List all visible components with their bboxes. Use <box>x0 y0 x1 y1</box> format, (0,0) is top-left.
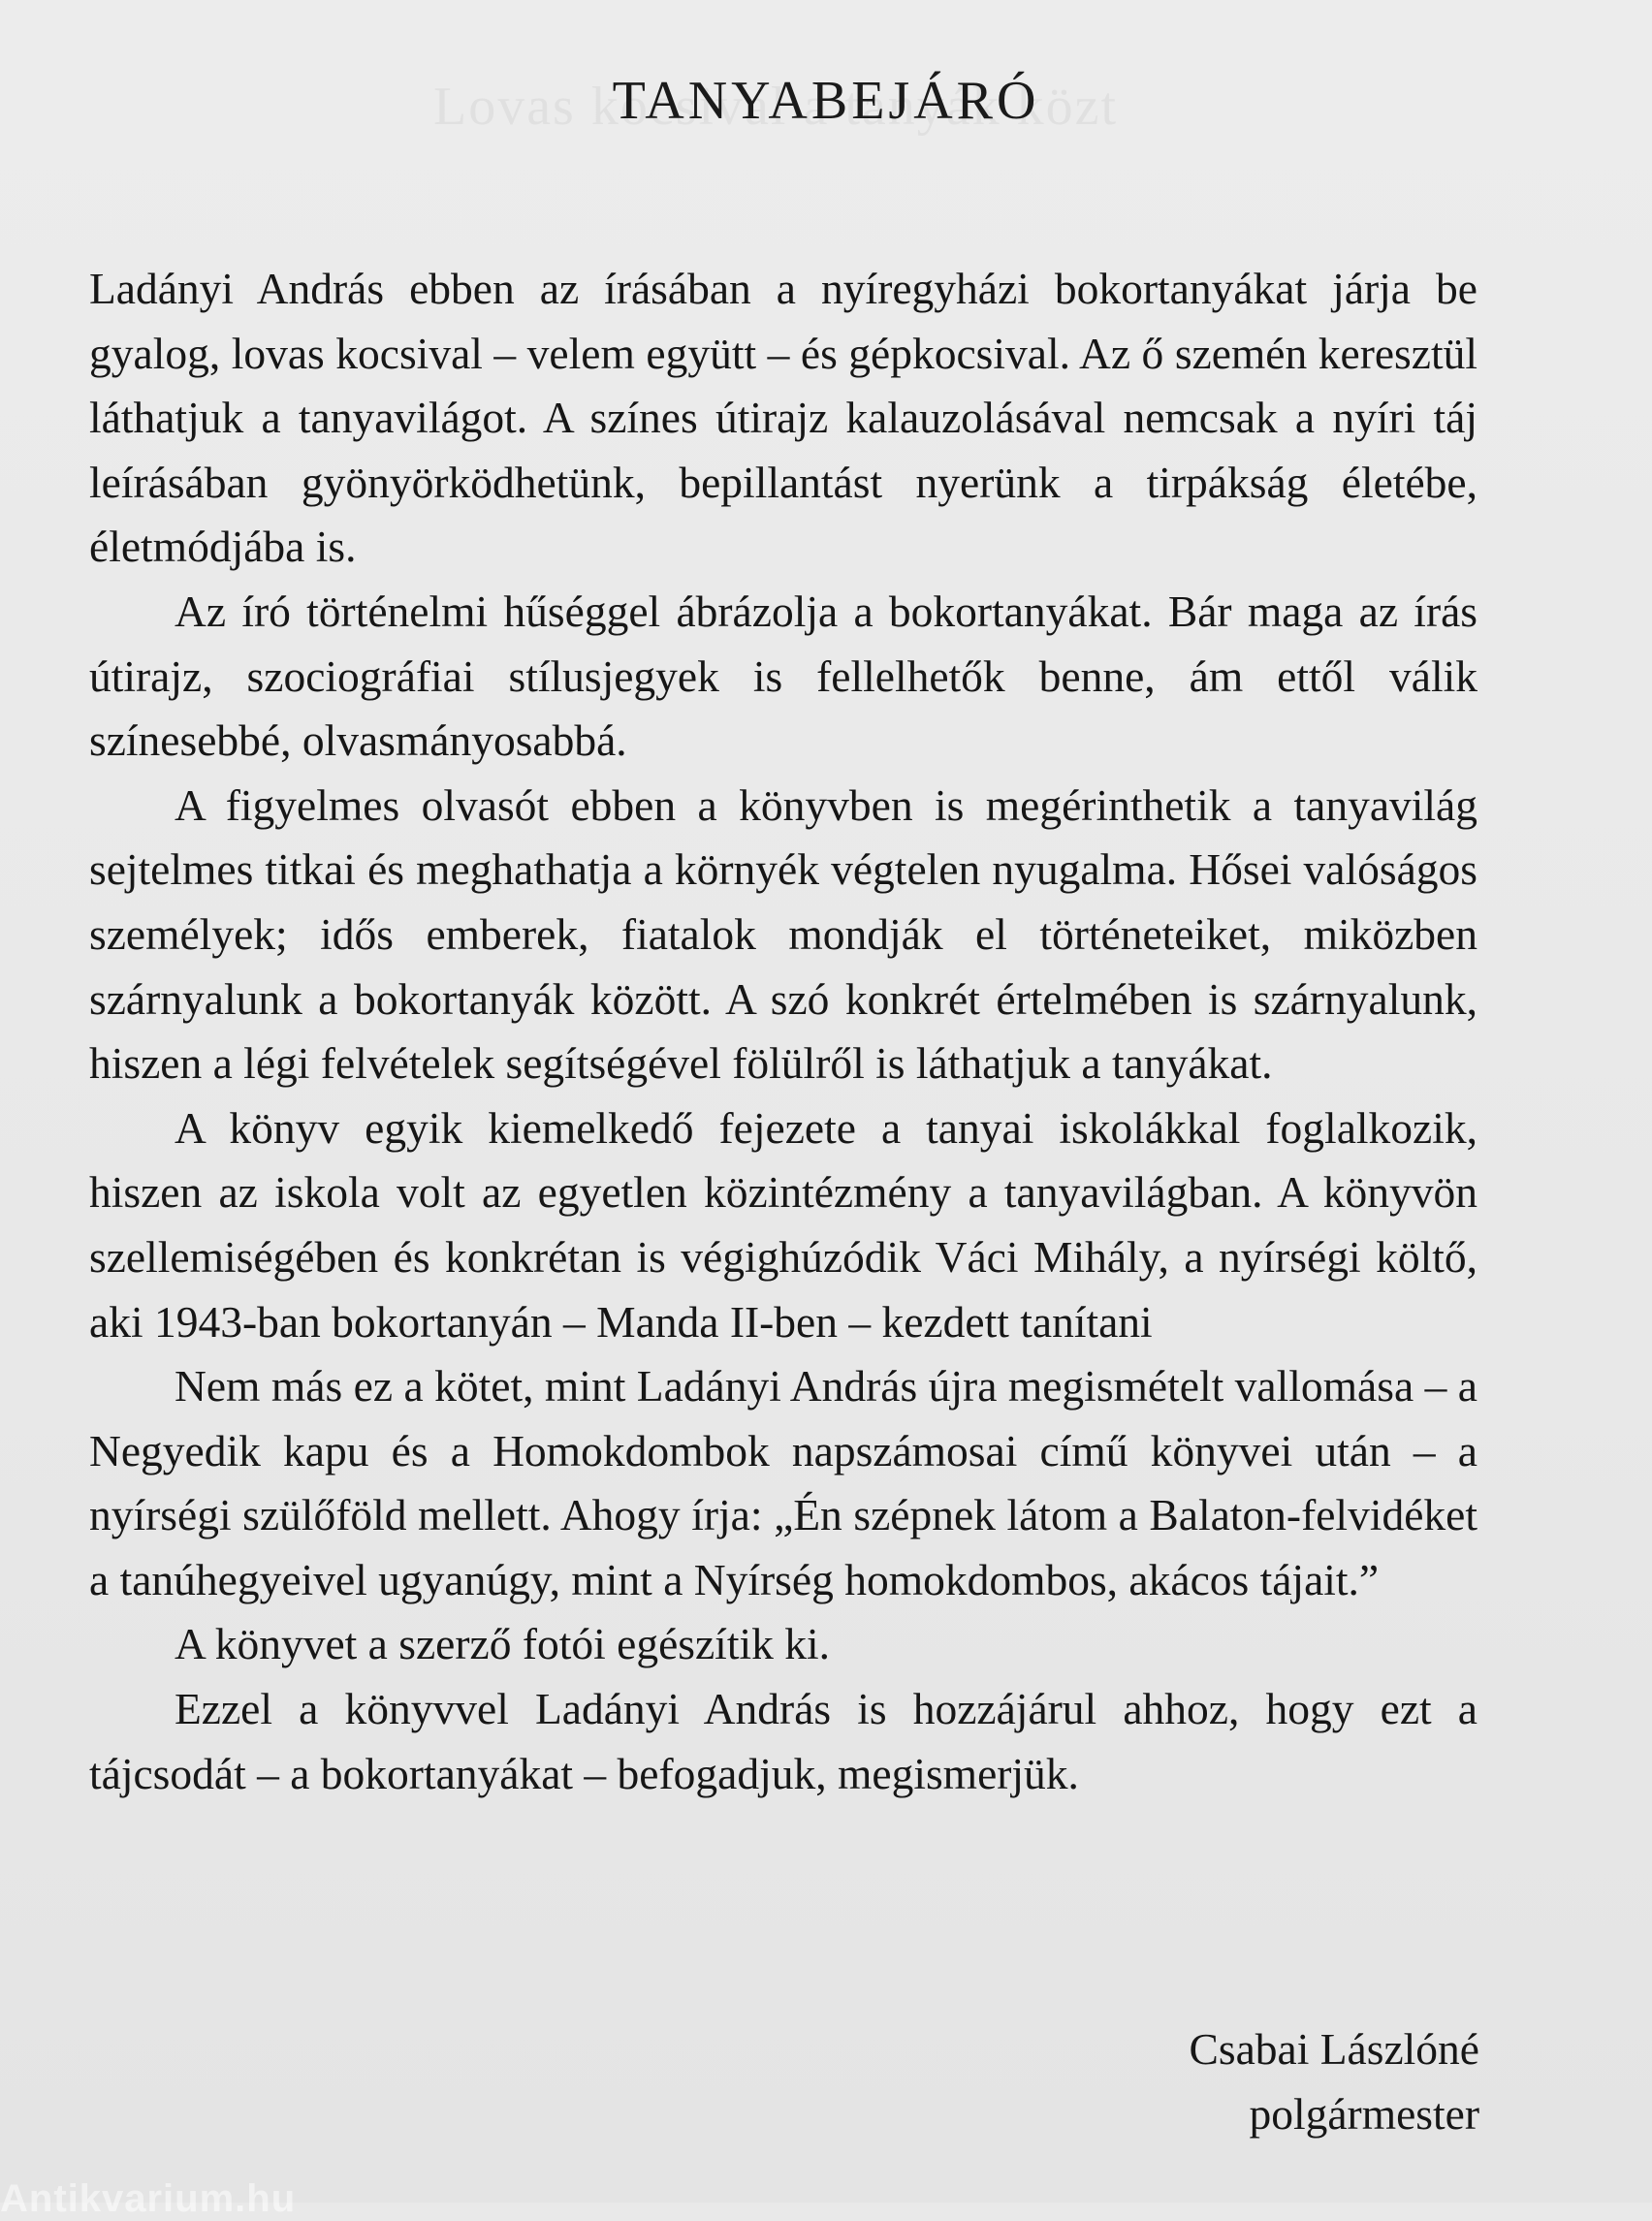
signature-name: Csabai Lászlóné <box>1189 2024 1479 2074</box>
paragraph-3: A figyelmes olvasót ebben a könyvben is megérinthetik a tanyavilág sejtelmes titkai és meghathatja a környék végtelen nyugalma. Hősei valóságos személyek; idős emberek, fiatalok mondják el történeteiket, miközben szárnyalunk a bokortanyák között. A szó konkrét értelmében is szárnyalunk, hiszen a légi felvételek segítségével fölülről is láthatjuk a tanyákat. <box>89 779 1477 1089</box>
signature-role: polgármester <box>1249 2089 1479 2139</box>
watermark: Antikvarium.hu <box>0 2177 297 2220</box>
paragraph-4: A könyv egyik kiemelkedő fejezete a tanyai iskolákkal foglalkozik, hiszen az iskola volt az egyetlen közintézmény a tanyavilágban. A könyvön szellemiségében és konkrétan is végighúzódik Váci Mihály, a nyírségi költő, aki 1943-ban bokortanyán – Manda II-ben – kezdett tanítani <box>89 1102 1477 1347</box>
paragraph-1: Ladányi András ebben az írásában a nyíregyházi bokortanyákat járja be gyalog, lovas kocsival – velem együtt – és gépkocsival. Az ő szemén keresztül láthatjuk a tanyavilágot. A színes útirajz kalauzolásával nemcsak a nyíri táj leírásában gyönyörködhetünk, bepillantást nyerünk a tirpákság életébe, életmódjába is. <box>89 264 1477 572</box>
page-title: TANYABEJÁRÓ <box>612 71 1040 131</box>
signature-block <box>1190 2016 1479 2146</box>
foreword-text <box>89 257 1477 1806</box>
paragraph-5: Nem más ez a kötet, mint Ladányi András újra megismételt vallomása – a Negyedik kapu és a Homokdombok napszámosai című könyvei után – a nyírségi szülőföld mellett. Ahogy írja: „Én szépnek látom a Balaton-felvidéket a tanúhegyeivel ugyanúgy, mint a Nyírség homokdombos, akácos tájait.” <box>89 1361 1477 1604</box>
paragraph-2: Az író történelmi hűséggel ábrázolja a bokortanyákat. Bár maga az írás útirajz, szociográfiai stílusjegyek is fellelhetők benne, ám ettől válik színesebbé, olvasmányosabbá. <box>89 586 1477 766</box>
paragraph-6: A könyvet a szerző fotói egészítik ki. <box>175 1619 830 1669</box>
paragraph-7: Ezzel a könyvvel Ladányi András is hozzájárul ahhoz, hogy ezt a tájcsodát – a bokortanyákat – befogadjuk, megismerjük. <box>89 1684 1477 1798</box>
